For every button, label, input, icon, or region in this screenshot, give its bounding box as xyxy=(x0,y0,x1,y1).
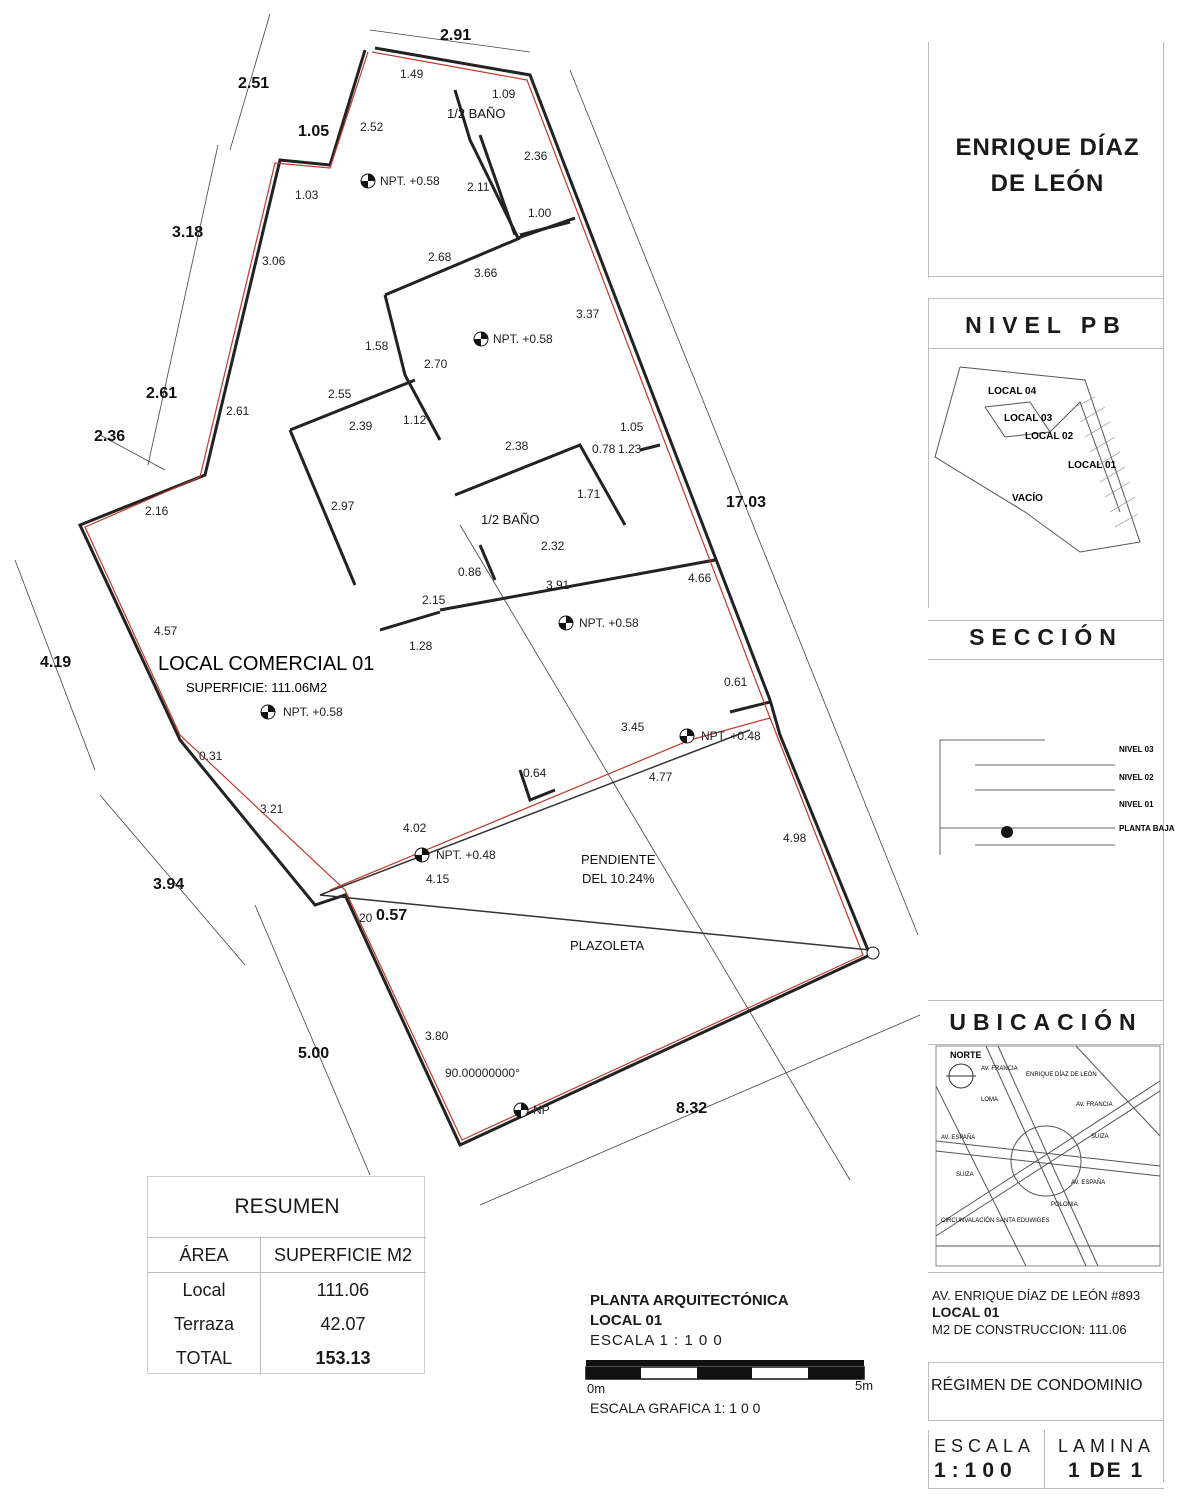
map-label: AV. ESPAÑA xyxy=(1071,1180,1106,1186)
dim-minor: 1.58 xyxy=(365,339,389,353)
table-row xyxy=(148,1274,426,1308)
title-block-border xyxy=(1044,1430,1045,1488)
dim-minor: 3.45 xyxy=(621,720,645,734)
dim-major: 17.03 xyxy=(726,494,767,511)
row-area: TOTAL xyxy=(175,1348,233,1368)
lamina-label: LAMINA xyxy=(1058,1436,1156,1456)
dim-minor: 1.03 xyxy=(295,188,319,202)
row-value: 153.13 xyxy=(315,1348,371,1368)
escala-grafica: ESCALA GRAFICA 1: 1 0 0 xyxy=(590,1400,761,1416)
npt-label: NPT. +0.58 xyxy=(380,174,440,188)
dim-minor: 0.78 xyxy=(592,442,616,456)
row-area: Terraza xyxy=(173,1314,235,1334)
scale-end: 5m xyxy=(855,1378,874,1393)
caption-title: PLANTA ARQUITECTÓNICA xyxy=(590,1292,789,1309)
dim-minor: 0.61 xyxy=(724,675,748,689)
pendiente-line1: PENDIENTE xyxy=(581,852,656,867)
bath-label-top: 1/2 BAÑO xyxy=(447,106,506,121)
level-label: PLANTA BAJA xyxy=(1119,824,1175,833)
dim-minor: 2.11 xyxy=(467,180,490,194)
regimen: RÉGIMEN DE CONDOMINIO xyxy=(931,1377,1143,1394)
location-map xyxy=(936,1046,1160,1266)
map-label: NORTE xyxy=(950,1050,982,1060)
dim-minor: 3.80 xyxy=(425,1029,449,1043)
dim-minor: 2.36 xyxy=(524,149,548,163)
local-name: LOCAL COMERCIAL 01 xyxy=(158,653,375,675)
title-block-divider xyxy=(928,1044,1164,1045)
key-label: LOCAL 01 xyxy=(1068,460,1117,471)
m2-construccion: M2 DE CONSTRUCCION: 111.06 xyxy=(932,1322,1127,1337)
title-block-border xyxy=(928,1362,929,1420)
dim-minor: 4.98 xyxy=(783,831,807,845)
map-label: LOMA xyxy=(981,1097,999,1103)
dim-minor: 20 xyxy=(359,911,373,925)
dim-major: 3.94 xyxy=(153,876,185,893)
dim-minor: 4.66 xyxy=(688,571,712,585)
key-label: LOCAL 02 xyxy=(1025,431,1074,442)
map-label: CIRCUNVALACIÓN SANTA EDUWIGES xyxy=(941,1218,1050,1224)
row-value: 111.06 xyxy=(316,1280,370,1300)
title-block-divider xyxy=(928,1362,1164,1363)
header-superficie: SUPERFICIE M2 xyxy=(273,1245,413,1265)
key-label: LOCAL 04 xyxy=(988,386,1037,397)
dim-minor: 2.15 xyxy=(422,593,446,607)
title-block-divider xyxy=(928,659,1164,660)
dim-minor: 2.55 xyxy=(328,387,352,401)
owner-name xyxy=(935,130,1160,202)
title-block-divider xyxy=(928,1000,1164,1001)
dim-major: 1.05 xyxy=(298,123,330,140)
header-area: ÁREA xyxy=(179,1245,229,1265)
superficie-label: SUPERFICIE: 111.06M2 xyxy=(186,680,328,695)
seccion-title: SECCIÓN xyxy=(969,624,1123,650)
dim-major: 4.19 xyxy=(40,654,72,671)
level-label: NIVEL 01 xyxy=(1119,800,1154,809)
key-plan xyxy=(930,362,1160,557)
dim-minor: 1.05 xyxy=(620,420,644,434)
map-label: SUIZA xyxy=(1091,1134,1109,1140)
dim-major: 5.00 xyxy=(298,1045,330,1062)
key-label: VACÍO xyxy=(1012,493,1043,504)
dim-minor: 2.32 xyxy=(541,539,565,553)
section-diagram xyxy=(935,735,1175,860)
level-label: NIVEL 03 xyxy=(1119,745,1154,754)
dim-major: 2.51 xyxy=(238,75,270,92)
nivel-title: NIVEL PB xyxy=(965,312,1127,338)
plazoleta-label: PLAZOLETA xyxy=(570,938,645,953)
dim-minor: 1.00 xyxy=(528,206,552,220)
dim-minor: 2.70 xyxy=(424,357,448,371)
npt-markers xyxy=(261,174,879,1117)
scale-start: 0m xyxy=(587,1381,606,1396)
dim-minor: 4.15 xyxy=(426,872,450,886)
map-label: ENRIQUE DÍAZ DE LEÓN xyxy=(1026,1072,1097,1078)
lamina-value: 1 DE 1 xyxy=(1068,1459,1145,1482)
dim-minor: 1.09 xyxy=(492,87,516,101)
dim-minor: 2.38 xyxy=(505,439,529,453)
map-label: POLONIA xyxy=(1051,1202,1078,1208)
dim-minor: 3.37 xyxy=(576,307,600,321)
key-label: LOCAL 03 xyxy=(1004,413,1053,424)
pendiente-line2: DEL 10.24% xyxy=(582,871,655,886)
dim-minor: 1.23 xyxy=(618,442,642,456)
npt-label: NP xyxy=(533,1103,550,1117)
title-block-divider xyxy=(928,348,1164,349)
resumen-title: RESUMEN xyxy=(234,1195,340,1218)
table-row xyxy=(148,1308,426,1342)
property-line xyxy=(85,52,863,1140)
project-info xyxy=(932,1287,1140,1338)
title-block-divider xyxy=(928,1420,1164,1421)
title-block-border xyxy=(928,42,929,278)
table-divider xyxy=(148,1237,426,1238)
dim-minor: 4.57 xyxy=(154,624,178,638)
title-block-border xyxy=(928,1430,929,1488)
dim-minor: 3.21 xyxy=(260,802,284,816)
npt-label: NPT. +0.58 xyxy=(493,332,553,346)
bath-label-mid: 1/2 BAÑO xyxy=(481,512,540,527)
row-value: 42.07 xyxy=(320,1314,366,1334)
dim-minor: 0.31 xyxy=(199,749,223,763)
level-label: NIVEL 02 xyxy=(1119,773,1154,782)
escala-label: ESCALA xyxy=(934,1436,1036,1456)
ubicacion-title: UBICACIÓN xyxy=(949,1009,1143,1035)
npt-label: NPT. +0.58 xyxy=(579,616,639,630)
dim-minor: 2.68 xyxy=(428,250,452,264)
title-block-border xyxy=(1163,42,1164,1482)
dim-minor: 3.06 xyxy=(262,254,286,268)
graphic-scale-bar xyxy=(586,1360,868,1382)
title-block-divider xyxy=(928,620,1164,621)
map-label: AV. FRANCIA xyxy=(1076,1102,1113,1108)
angle-label: 90.00000000° xyxy=(445,1066,520,1080)
dim-major: 3.18 xyxy=(172,224,204,241)
map-label: AV. ESPAÑA xyxy=(941,1135,976,1141)
address: AV. ENRIQUE DÍAZ DE LEÓN #893 xyxy=(932,1288,1141,1303)
dim-minor: 0.64 xyxy=(523,766,547,780)
title-block-divider xyxy=(928,1272,1164,1273)
map-label: AV. FRANCIA xyxy=(981,1066,1018,1072)
dim-major: 0.57 xyxy=(376,907,408,924)
dim-minor: 1.28 xyxy=(409,639,433,653)
dim-major: 2.91 xyxy=(440,27,472,44)
row-area: Local xyxy=(182,1280,226,1300)
dim-minor: 2.52 xyxy=(360,120,384,134)
escala-value: 1:100 xyxy=(934,1459,1018,1482)
dim-minor: 1.49 xyxy=(400,67,424,81)
title-block-border xyxy=(928,298,929,608)
dim-minor: 2.97 xyxy=(331,499,355,513)
plan-caption xyxy=(590,1291,789,1351)
dim-major: 2.36 xyxy=(94,428,126,445)
dim-minor: 2.61 xyxy=(226,404,250,418)
dim-minor: 2.39 xyxy=(349,419,373,433)
caption-local: LOCAL 01 xyxy=(590,1312,663,1329)
dim-minor: 1.12 xyxy=(403,413,427,427)
dim-minor: 4.77 xyxy=(649,770,673,784)
title-block-divider xyxy=(928,276,1164,277)
map-label: SUIZA xyxy=(956,1172,974,1178)
table-row xyxy=(148,1342,426,1376)
walls xyxy=(80,48,870,1145)
dim-major: 8.32 xyxy=(676,1100,708,1117)
title-block-divider xyxy=(928,298,1164,299)
dim-major: 2.61 xyxy=(146,385,178,402)
dim-minor: 3.66 xyxy=(474,266,498,280)
dim-minor: 1.71 xyxy=(577,487,601,501)
resumen-table xyxy=(147,1176,425,1374)
dim-minor: 0.86 xyxy=(458,565,482,579)
caption-escala: ESCALA 1 : 1 0 0 xyxy=(590,1332,723,1349)
local-id: LOCAL 01 xyxy=(932,1304,1000,1320)
owner-line2: DE LEÓN xyxy=(990,170,1105,197)
npt-label: NPT. +0.58 xyxy=(283,705,343,719)
table-header xyxy=(148,1239,426,1273)
npt-label: NPT. +0.48 xyxy=(436,848,496,862)
table-divider xyxy=(148,1272,426,1273)
dim-minor: 3.91 xyxy=(546,578,570,592)
dim-minor: 2.16 xyxy=(145,504,169,518)
title-block-divider xyxy=(928,1488,1164,1489)
dim-minor: 4.02 xyxy=(403,821,427,835)
owner-line1: ENRIQUE DÍAZ xyxy=(955,134,1140,161)
npt-label: NPT. +0.48 xyxy=(701,729,761,743)
